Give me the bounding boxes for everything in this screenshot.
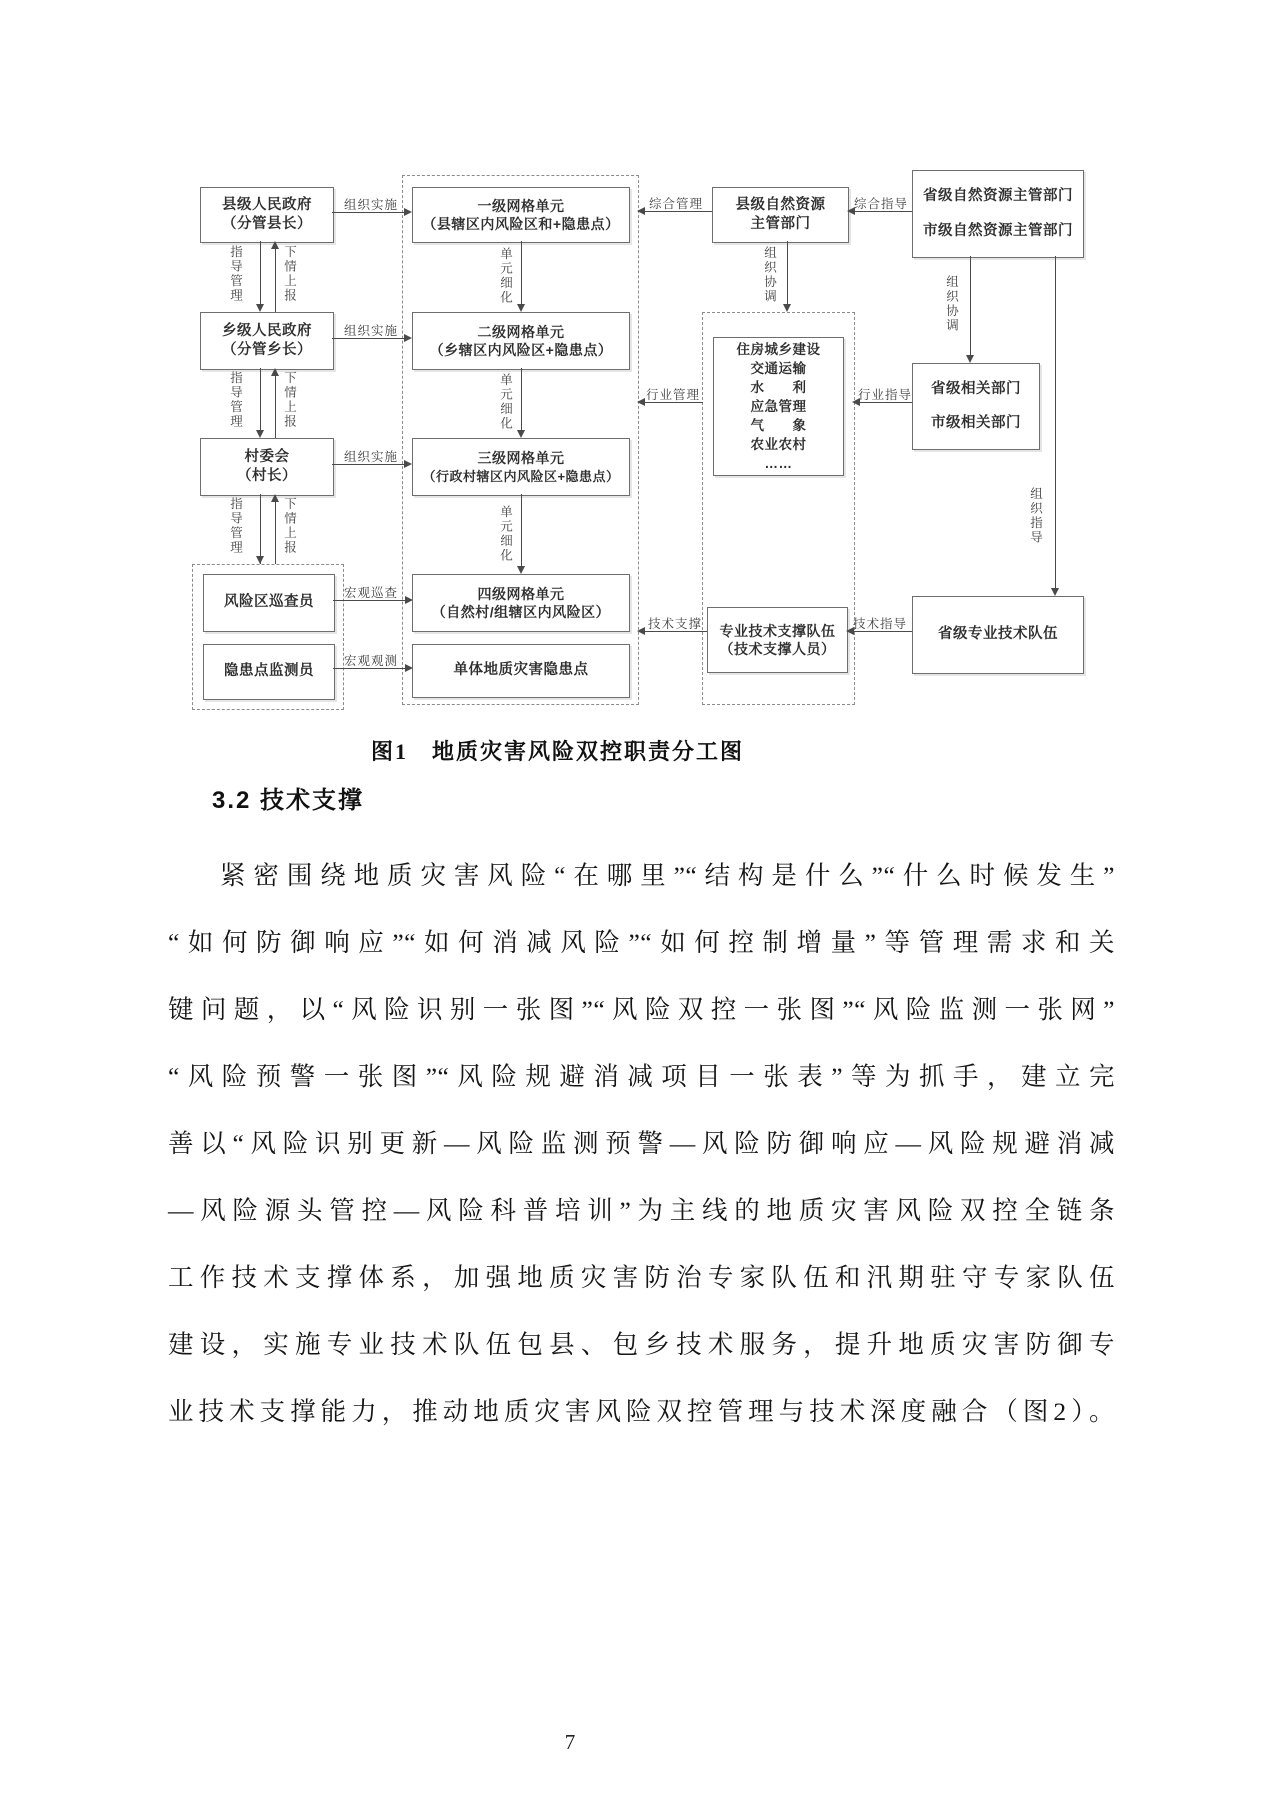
arrow-report-up	[275, 502, 276, 564]
edge-label-organize-implement: 组织实施	[343, 450, 398, 464]
edge-label-report-up: 下情上报	[282, 371, 297, 429]
box-line: （乡辖区内风险区+隐患点）	[429, 342, 613, 358]
arrowhead	[517, 304, 525, 312]
paragraph-line: 业技术支撑能力，推动地质灾害风险双控管理与技术深度融合（图2）。	[168, 1397, 1115, 1426]
box-line: 风险区巡查员	[224, 594, 314, 611]
box-line: （技术支撑人员）	[719, 641, 836, 657]
box-hazard-point-monitor	[203, 644, 335, 700]
box-line: （分管县长）	[222, 216, 312, 232]
paragraph-line: —风险源头管控—风险科普培训”为主线的地质灾害风险双控全链条	[168, 1196, 1115, 1225]
edge-label-unit-refinement: 单元细化	[498, 373, 513, 431]
box-town-government	[200, 312, 334, 370]
box-professional-tech-support-team	[707, 607, 848, 673]
edge-label-organize-guidance: 组织指导	[1028, 487, 1043, 545]
arrow-county-nr-to-sector-depts	[787, 241, 788, 305]
box-line: 一级网格单元	[477, 197, 565, 214]
paragraph-line: 键问题，以“风险识别一张图”“风险双控一张图”“风险监测一张网”	[168, 995, 1115, 1024]
edge-label-industry-management: 行业管理	[645, 388, 700, 402]
box-provincial-city-natural-resources-depts	[912, 170, 1084, 258]
paragraph-line: 善以“风险识别更新—风险监测预警—风险防御响应—风险规避消减	[168, 1129, 1115, 1158]
edge-label-comprehensive-management: 综合管理	[648, 197, 703, 211]
box-line: ……	[764, 456, 793, 471]
arrow-prov-nr-to-prov-tech	[1055, 256, 1056, 589]
arrowhead	[966, 355, 974, 363]
figure-caption: 图1 地质灾害风险双控职责分工图	[370, 739, 744, 764]
edge-label-comprehensive-guidance: 综合指导	[853, 197, 908, 211]
box-line: （自然村/组辖区内风险区）	[431, 604, 611, 620]
arrowhead	[271, 241, 279, 249]
edge-label-tech-support: 技术支撑	[647, 617, 702, 631]
arrow-report-up	[275, 249, 276, 312]
box-grid-unit-level1	[412, 187, 630, 243]
box-line: 市级相关部门	[931, 415, 1021, 431]
arrowhead	[271, 368, 279, 376]
box-line: 村委会	[244, 448, 290, 465]
box-grid-unit-level4	[412, 574, 630, 632]
paragraph-line: 紧密围绕地质灾害风险“在哪里”“结构是什么”“什么时候发生”	[220, 861, 1115, 890]
edge-label-unit-refinement: 单元细化	[498, 247, 513, 305]
box-line: 水 利	[750, 380, 807, 395]
box-risk-zone-patroller	[203, 574, 335, 632]
edge-label-guide-manage: 指导管理	[228, 497, 243, 555]
box-line: 农业农村	[750, 437, 807, 452]
edge-label-macro-observe: 宏观观测	[343, 654, 398, 668]
box-county-natural-resources-dept	[712, 187, 849, 243]
edge-label-report-up: 下情上报	[282, 497, 297, 555]
box-line: 四级网格单元	[477, 585, 565, 602]
box-provincial-city-related-depts	[912, 363, 1040, 450]
box-line: （行政村辖区内风险区+隐患点）	[422, 468, 620, 484]
section-heading: 3.2 技术支撑	[212, 787, 365, 814]
arrow-guide-manage-down	[260, 368, 261, 430]
box-line: 三级网格单元	[477, 450, 565, 467]
box-line: 隐患点监测员	[224, 663, 314, 680]
arrow-report-up	[275, 376, 276, 438]
edge-label-organize-coordinate: 组织协调	[944, 275, 959, 333]
arrowhead	[256, 304, 264, 312]
paragraph-line: “风险预警一张图”“风险规避消减项目一张表”等为抓手，建立完	[168, 1062, 1115, 1091]
box-grid-unit-level2	[412, 312, 630, 370]
arrowhead	[256, 430, 264, 438]
edge-label-organize-implement: 组织实施	[343, 324, 398, 338]
arrow-grid2-to-grid3	[521, 368, 522, 431]
arrowhead	[517, 430, 525, 438]
arrow-grid3-to-grid4	[521, 494, 522, 567]
arrow-guide-manage-down	[260, 241, 261, 305]
box-line: 省级专业技术队伍	[938, 626, 1058, 643]
box-line: 单体地质灾害隐患点	[453, 662, 589, 679]
box-grid-unit-level3	[412, 438, 630, 496]
edge-label-tech-guidance: 技术指导	[852, 617, 907, 631]
paragraph-line: “如何防御响应”“如何消减风险”“如何控制增量”等管理需求和关	[168, 928, 1115, 957]
box-village-committee	[200, 438, 334, 496]
box-line: 乡级人民政府	[222, 322, 312, 339]
box-line: 交通运输	[750, 361, 807, 376]
edge-label-report-up: 下情上报	[282, 245, 297, 303]
box-line: 住房城乡建设	[736, 342, 821, 357]
box-line: 县级自然资源	[735, 196, 826, 213]
edge-label-organize-implement: 组织实施	[343, 198, 398, 212]
box-line: 专业技术支撑队伍	[719, 622, 836, 639]
box-line: （县辖区内风险区和+隐患点）	[422, 216, 620, 232]
arrow-guide-manage-down	[260, 494, 261, 564]
paragraph-line: 建设，实施专业技术队伍包县、包乡技术服务，提升地质灾害防御专	[168, 1330, 1115, 1359]
arrow-grid1-to-grid2	[521, 241, 522, 306]
box-line: （村长）	[237, 468, 297, 484]
paragraph-line: 工作技术支撑体系，加强地质灾害防治专家队伍和汛期驻守专家队伍	[168, 1263, 1115, 1292]
box-line: 主管部门	[750, 216, 811, 232]
arrowhead	[1051, 588, 1059, 596]
box-county-government	[200, 187, 334, 243]
arrow-prov-nr-to-prov-related	[970, 256, 971, 356]
page-number: 7	[564, 1730, 576, 1754]
box-line: 市级自然资源主管部门	[923, 222, 1073, 239]
edge-label-unit-refinement: 单元细化	[498, 505, 513, 563]
box-line: 气 象	[750, 418, 807, 433]
edge-label-macro-patrol: 宏观巡查	[343, 586, 398, 600]
edge-label-guide-manage: 指导管理	[228, 245, 243, 303]
box-line: 县级人民政府	[222, 196, 312, 213]
arrowhead	[271, 494, 279, 502]
arrowhead	[517, 566, 525, 574]
edge-label-guide-manage: 指导管理	[228, 371, 243, 429]
arrowhead	[783, 304, 791, 312]
box-line: 二级网格单元	[477, 323, 565, 340]
box-line: 省级自然资源主管部门	[923, 188, 1073, 205]
box-sector-departments	[713, 337, 844, 476]
arrowhead	[256, 556, 264, 564]
box-line: （分管乡长）	[222, 342, 312, 358]
box-line: 应急管理	[750, 399, 807, 414]
edge-label-industry-guidance: 行业指导	[857, 388, 912, 402]
edge-label-organize-coordinate: 组织协调	[762, 246, 777, 304]
box-provincial-professional-tech-team	[912, 596, 1084, 674]
box-line: 省级相关部门	[931, 380, 1021, 397]
section-paragraph	[168, 842, 1115, 1445]
box-single-geo-hazard-point	[412, 644, 630, 698]
